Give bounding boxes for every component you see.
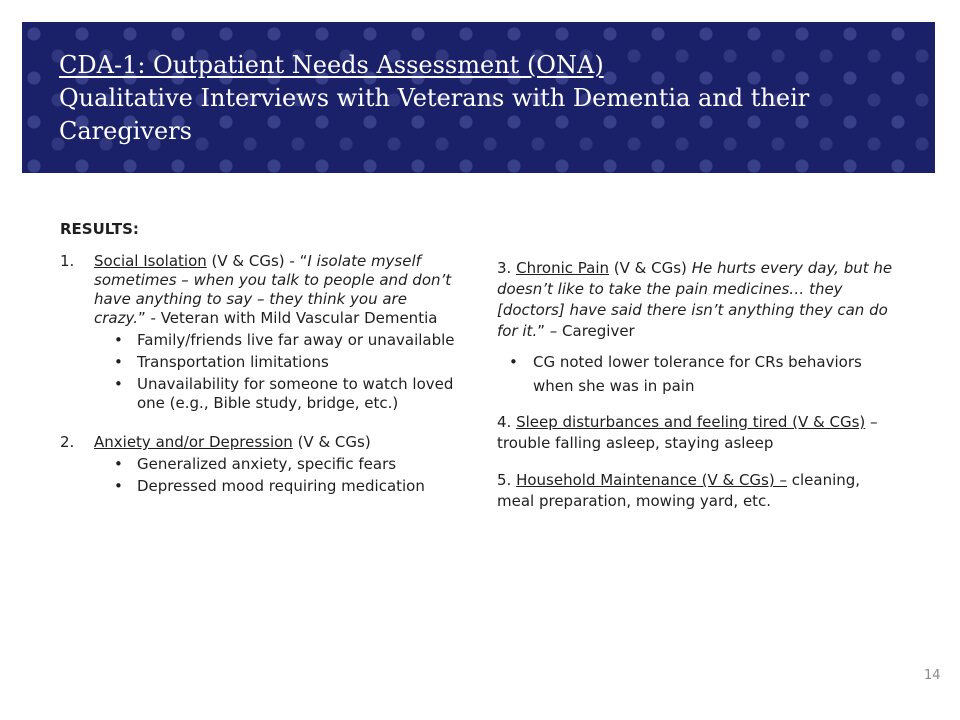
slide-number: 14 bbox=[924, 668, 941, 683]
bullet-icon: • bbox=[114, 353, 123, 371]
right-column bbox=[497, 258, 902, 512]
finding-label: Household Maintenance (V & CGs) – bbox=[516, 471, 787, 489]
list-item: • Depressed mood requiring medication bbox=[114, 477, 425, 495]
slide-title bbox=[59, 49, 899, 148]
list-item: • Unavailability for someone to watch loved one (e.g., Bible study, bridge, etc.) bbox=[114, 375, 454, 412]
title-line-2: Qualitative Interviews with Veterans with Dementia and their Caregivers bbox=[59, 84, 810, 145]
item-number: 1. bbox=[60, 252, 75, 270]
item-number: 4. bbox=[497, 413, 517, 431]
finding-detail: – trouble falling asleep, staying asleep bbox=[497, 413, 878, 452]
finding-quote: He hurts every day, but he doesn’t like to take the pain medicines… they [doctors] have said there isn’t anything they can do for it. bbox=[497, 259, 893, 340]
title-banner bbox=[22, 22, 935, 173]
finding-who: (V & CGs) bbox=[609, 259, 692, 277]
bullet-icon: • bbox=[509, 353, 518, 371]
finding-attribution: ” – Caregiver bbox=[537, 322, 635, 340]
bullet-icon: • bbox=[114, 375, 123, 393]
bullet-icon: • bbox=[114, 455, 123, 473]
item-number: 5. bbox=[497, 471, 517, 489]
finding-label: Social Isolation bbox=[94, 252, 207, 270]
list-item: • Family/friends live far away or unavailable bbox=[114, 331, 455, 349]
finding-chronic-pain bbox=[497, 258, 902, 342]
finding-sleep bbox=[497, 412, 902, 454]
finding-social-isolation bbox=[60, 252, 460, 413]
results-heading: RESULTS: bbox=[60, 220, 139, 238]
title-line-1: CDA-1: Outpatient Needs Assessment (ONA) bbox=[59, 51, 604, 79]
bullet-list bbox=[497, 350, 902, 398]
bullet-list bbox=[94, 455, 460, 496]
bullet-list bbox=[94, 331, 460, 413]
finding-who: (V & CGs) bbox=[292, 433, 371, 451]
list-item: • Generalized anxiety, specific fears bbox=[114, 455, 397, 473]
item-number: 2. bbox=[60, 433, 75, 451]
finding-label: Chronic Pain bbox=[516, 259, 610, 277]
finding-anxiety-depression bbox=[60, 433, 460, 496]
finding-label: Sleep disturbances and feeling tired (V & CGs) bbox=[516, 413, 866, 431]
finding-who: (V & CGs) - “ bbox=[206, 252, 308, 270]
list-item: • CG noted lower tolerance for CRs behaviors when she was in pain bbox=[497, 350, 902, 398]
bullet-icon: • bbox=[114, 331, 123, 349]
finding-attribution: ” - Veteran with Mild Vascular Dementia bbox=[137, 309, 438, 327]
left-column bbox=[60, 252, 460, 499]
item-number: 3. bbox=[497, 259, 517, 277]
finding-household bbox=[497, 470, 902, 512]
finding-label: Anxiety and/or Depression bbox=[94, 433, 293, 451]
bullet-icon: • bbox=[114, 477, 123, 495]
list-item: • Transportation limitations bbox=[114, 353, 329, 371]
finding-detail: cleaning, meal preparation, mowing yard, etc. bbox=[497, 471, 861, 510]
finding-quote: I isolate myself sometimes – when you talk to people and don’t have anything to say – they think you are crazy. bbox=[94, 252, 452, 327]
